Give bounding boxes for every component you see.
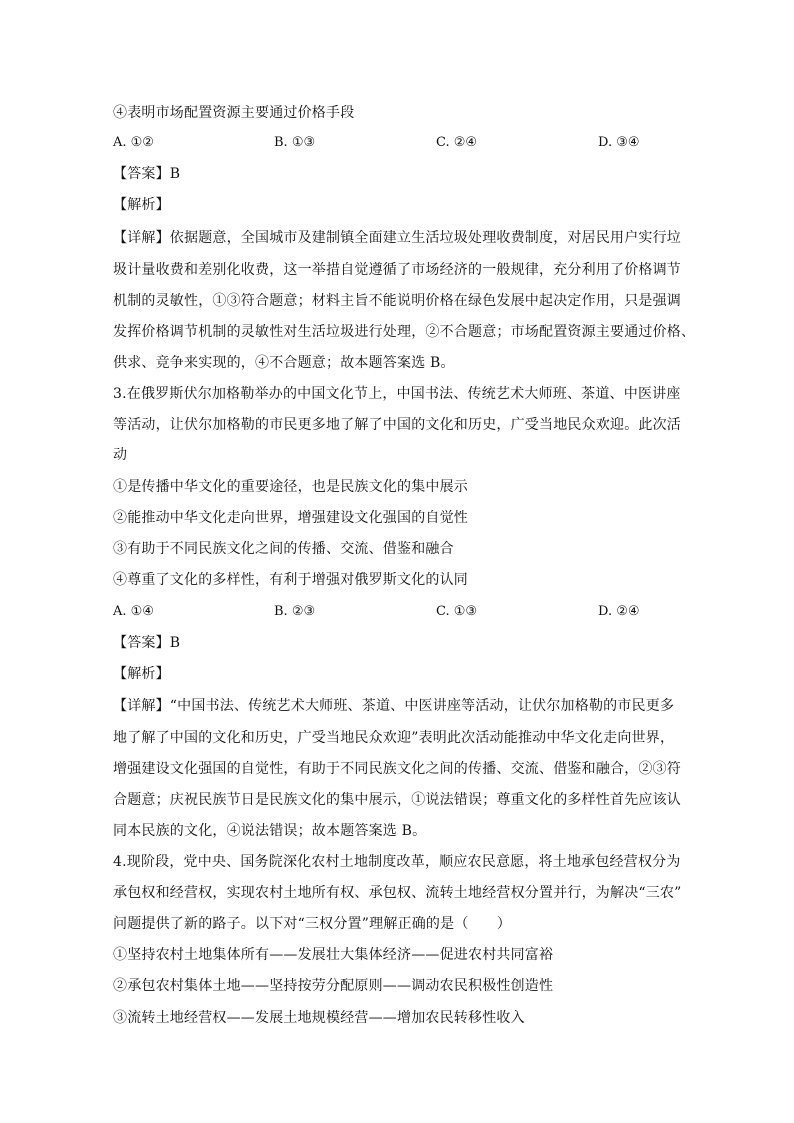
q2-detail-line-2: 圾计量收费和差别化收费，这一举措自觉遵循了市场经济的一般规律，充分利用了价格调节 [113,262,681,278]
q2-answer: 【答案】B [113,166,181,182]
q3-detail-line-3: 增强建设文化强国的自觉性，有助于不同民族文化之间的传播、交流、借鉴和融合，②③符 [113,761,681,777]
q3-stem-line-2: 等活动，让伏尔加格勒的市民更多地了解了中国的文化和历史，广受当地民众欢迎。此次活 [113,417,681,433]
q3-statement-3: ③有助于不同民族文化之间的传播、交流、借鉴和融合 [113,541,454,557]
q2-option-b: B. ①③ [274,135,316,150]
q3-detail-line-5: 同本民族的文化，④说法错误；故本题答案选 B。 [113,823,427,839]
q3-statement-4: ④尊重了文化的多样性，有利于增强对俄罗斯文化的认同 [113,572,468,588]
q3-detail-line-2: 地了解了中国的文化和历史，广受当地民众欢迎”表明此次活动能推动中华文化走向世界， [113,730,675,746]
q2-statement-4: ④表明市场配置资源主要通过价格手段 [113,105,355,121]
q3-option-d: D. ②④ [598,604,640,619]
q2-option-d: D. ③④ [598,135,640,150]
q2-detail-line-5: 供求、竞争来实现的，④不合题意；故本题答案选 B。 [113,355,455,371]
q4-stem-line-1: 4.现阶段，党中央、国务院深化农村土地制度改革，顺应农民意愿，将土地承包经营权分为 [113,854,681,870]
q2-detail-line-4: 发挥价格调节机制的灵敏性对生活垃圾进行处理，②不合题意；市场配置资源主要通过价格、 [113,324,696,340]
q4-stem-line-2: 承包权和经营权，实现农村土地所有权、承包权、流转土地经营权分置并行，为解决“三农” [113,885,682,901]
q4-statement-3: ③流转土地经营权——发展土地规模经营——增加农民转移性收入 [113,1010,525,1026]
q4-statement-2: ②承包农村集体土地——坚持按劳分配原则——调动农民积极性创造性 [113,978,554,994]
q2-detail-line-3: 机制的灵敏性，①③符合题意；材料主旨不能说明价格在绿色发展中起决定作用，只是强调 [113,293,681,309]
q3-statement-2: ②能推动中华文化走向世界，增强建设文化强国的自觉性 [113,510,468,526]
q2-analysis-heading: 【解析】 [113,197,170,213]
q3-option-c: C. ①③ [436,604,478,619]
q3-statement-1: ①是传播中华文化的重要途径，也是民族文化的集中展示 [113,479,468,495]
q3-detail-line-1: 【详解】“中国书法、传统艺术大师班、茶道、中医讲座等活动，让伏尔加格勒的市民更多 [113,698,675,714]
q3-detail-line-4: 合题意；庆祝民族节日是民族文化的集中展示，①说法错误；尊重文化的多样性首先应该认 [113,792,681,808]
q4-statement-1: ①坚持农村土地集体所有——发展壮大集体经济——促进农村共同富裕 [113,947,554,963]
q3-stem-line-1: 3.在俄罗斯伏尔加格勒举办的中国文化节上，中国书法、传统艺术大师班、茶道、中医讲座 [113,386,681,402]
q4-stem-line-3: 问题提供了新的路子。以下对“三权分置”理解正确的是（ ） [113,916,512,932]
q3-answer: 【答案】B [113,635,181,651]
q3-option-b: B. ②③ [274,604,316,619]
q2-detail-line-1: 【详解】依据题意，全国城市及建制镇全面建立生活垃圾处理收费制度，对居民用户实行垃 [113,230,681,246]
q3-option-a: A. ①④ [113,604,154,619]
q3-stem-line-3: 动 [113,447,128,463]
q2-option-c: C. ②④ [436,135,478,150]
q3-analysis-heading: 【解析】 [113,666,170,682]
q2-option-a: A. ①② [113,135,154,150]
